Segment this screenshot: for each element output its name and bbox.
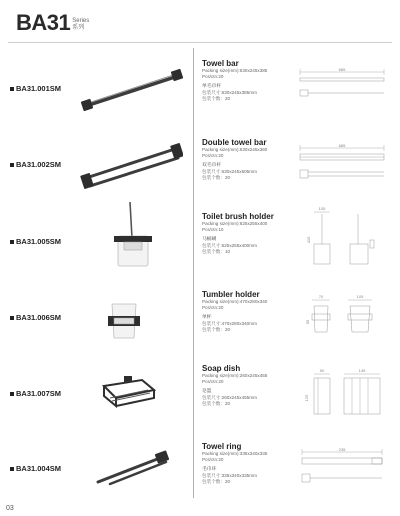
product-info	[202, 59, 294, 102]
packing-size-cn: 包装尺寸:625x255x400mm	[202, 243, 257, 248]
pcs-per-carton-cn: 包装个数：20	[202, 96, 231, 101]
product-name-cn: 单毛巾杆	[202, 84, 222, 89]
double-towel-bar-photo	[78, 138, 183, 192]
pcs-per-carton-cn: 包装个数：20	[202, 175, 231, 180]
product-row-tumbler-holder	[0, 280, 400, 356]
pcs-per-carton-en: Pcs/ctn:10	[202, 227, 224, 232]
packing-size-cn: 包装尺寸:260x245x455mm	[202, 395, 257, 400]
toilet-brush-holder-photo	[104, 200, 164, 274]
double-towel-bar-drawing	[292, 142, 392, 182]
series-header	[16, 12, 89, 34]
product-code: BA31.005SM	[10, 237, 61, 246]
pcs-per-carton-en: Pcs/ctn:20	[202, 305, 224, 310]
pcs-per-carton-en: Pcs/ctn:20	[202, 379, 224, 384]
product-name: Double towel bar	[202, 138, 267, 147]
dimension-label: 105	[318, 206, 326, 211]
series-word-cn: 系列	[72, 25, 85, 31]
dimension-label: 685	[338, 143, 346, 148]
dimension-label: 235	[338, 447, 346, 452]
product-row-towel-bar	[0, 52, 400, 128]
towel-bar-drawing	[292, 66, 392, 102]
product-name: Soap dish	[202, 364, 241, 373]
product-name: Tumbler holder	[202, 290, 260, 299]
packing-size-en: Packing size(mm):625x255x400	[202, 221, 268, 226]
toilet-brush-holder-drawing	[306, 204, 390, 268]
dimension-label: 95	[305, 319, 310, 325]
dimension-label: 70	[318, 294, 324, 299]
towel-ring-photo	[90, 450, 174, 488]
product-name-cn: 双毛巾杆	[202, 163, 222, 168]
product-info	[202, 212, 294, 255]
product-name-cn: 皂篮	[202, 389, 212, 394]
packing-size-cn: 包装尺寸:470x280x340mm	[202, 321, 257, 326]
product-name: Towel ring	[202, 442, 242, 451]
packing-size-cn: 包装尺寸:630x245x505mm	[202, 169, 257, 174]
product-name: Toilet brush holder	[202, 212, 274, 221]
towel-ring-drawing	[292, 446, 392, 488]
pcs-per-carton-cn: 包装个数：20	[202, 401, 231, 406]
packing-size-en: Packing size(mm):260x245x455	[202, 373, 268, 378]
bullet-icon	[10, 87, 14, 91]
packing-size-cn: 包装尺寸:630x245x385mm	[202, 90, 257, 95]
product-name-cn: 马桶刷	[202, 237, 217, 242]
product-info	[202, 442, 294, 485]
product-row-double-towel-bar	[0, 128, 400, 204]
soap-dish-drawing	[300, 366, 390, 422]
dimension-label: 105	[356, 294, 364, 299]
product-name-cn: 毛巾环	[202, 467, 217, 472]
pcs-per-carton-en: Pcs/ctn:20	[202, 457, 224, 462]
soap-dish-photo	[98, 376, 158, 410]
dimension-label: 50	[319, 368, 325, 373]
series-code: BA31	[16, 10, 71, 35]
product-code: BA31.007SM	[10, 389, 61, 398]
page-number: 03	[6, 505, 14, 512]
product-row-toilet-brush-holder	[0, 204, 400, 280]
pcs-per-carton-en: Pcs/ctn:20	[202, 74, 224, 79]
product-info	[202, 364, 294, 407]
dimension-label: 125	[304, 394, 309, 402]
towel-bar-photo	[78, 66, 183, 112]
tumbler-holder-drawing	[304, 292, 390, 342]
bullet-icon	[10, 392, 14, 396]
header-rule	[8, 42, 392, 43]
product-info	[202, 290, 294, 333]
bullet-icon	[10, 467, 14, 471]
pcs-per-carton-en: Pcs/ctn:20	[202, 153, 224, 158]
pcs-per-carton-cn: 包装个数：20	[202, 479, 231, 484]
pcs-per-carton-cn: 包装个数：10	[202, 249, 231, 254]
series-subtitle	[72, 18, 89, 34]
product-row-towel-ring	[0, 432, 400, 508]
dimension-label: 415	[306, 236, 311, 244]
product-code: BA31.006SM	[10, 313, 61, 322]
dimension-label: 685	[338, 67, 346, 72]
product-info	[202, 138, 294, 181]
bullet-icon	[10, 316, 14, 320]
product-code: BA31.004SM	[10, 464, 61, 473]
product-code: BA31.001SM	[10, 84, 61, 93]
packing-size-en: Packing size(mm):630x245x385	[202, 68, 268, 73]
product-code: BA31.002SM	[10, 160, 61, 169]
dimension-label: 145	[358, 368, 366, 373]
product-name: Towel bar	[202, 59, 239, 68]
tumbler-holder-photo	[104, 298, 144, 344]
product-name-cn: 单杯	[202, 315, 212, 320]
bullet-icon	[10, 163, 14, 167]
pcs-per-carton-cn: 包装个数：20	[202, 327, 231, 332]
packing-size-en: Packing size(mm):630x245x360	[202, 147, 268, 152]
packing-size-en: Packing size(mm):470x280x340	[202, 299, 268, 304]
bullet-icon	[10, 240, 14, 244]
packing-size-cn: 包装尺寸:335x340x335mm	[202, 473, 257, 478]
series-word-en: Series	[72, 18, 90, 24]
packing-size-en: Packing size(mm):335x340x335	[202, 451, 268, 456]
product-row-soap-dish	[0, 356, 400, 432]
